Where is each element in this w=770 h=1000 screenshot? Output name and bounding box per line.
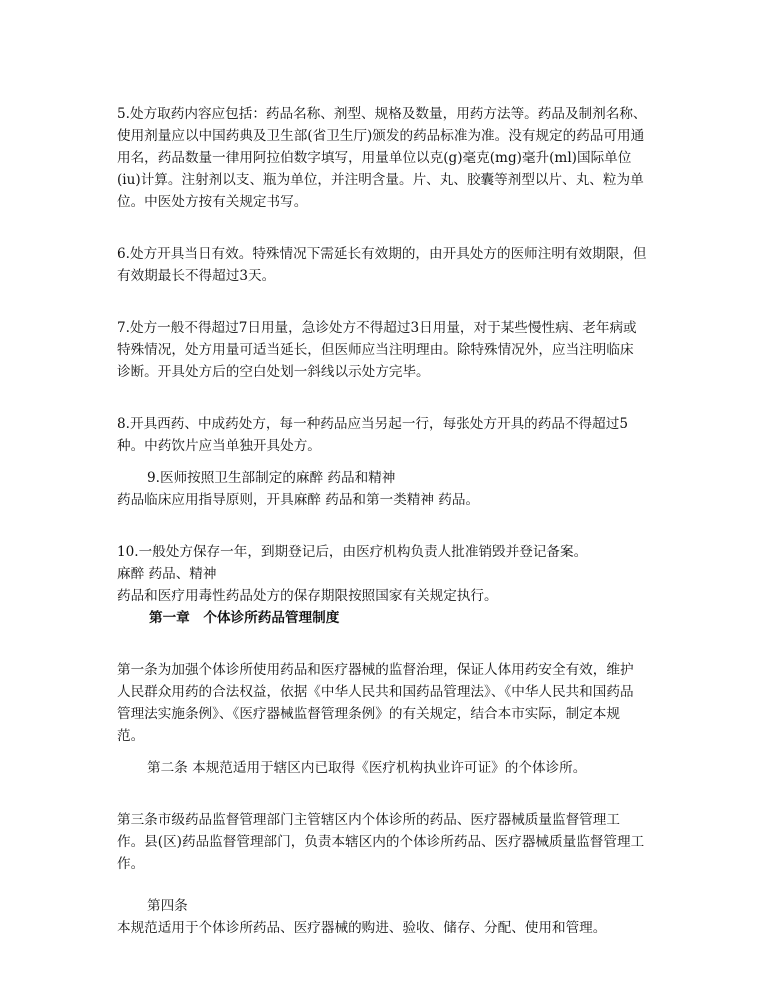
paragraph-9-line-2: 药品临床应用指导原则，开具麻醉 药品和第一类精神 药品。	[117, 492, 480, 508]
paragraph-8: 8.开具西药、中成药处方，每一种药品应当另起一行，每张处方开具的药品不得超过5种。中药饮片应当单独开具处方。	[117, 416, 628, 454]
paragraph-10-line-2: 麻醉 药品、精神	[117, 566, 217, 582]
paragraph-10	[117, 541, 647, 607]
article-4-body: 本规范适用于个体诊所药品、医疗器械的购进、验收、储存、分配、使用和管理。	[117, 920, 607, 936]
paragraph-10-line-1: 10.一般处方保存一年，到期登记后，由医疗机构负责人批准销毁并登记备案。	[117, 544, 588, 560]
paragraph-10-line-3: 药品和医疗用毒性药品处方的保存期限按照国家有关规定执行。	[117, 588, 498, 604]
article-2: 第二条 本规范适用于辖区内已取得《医疗机构执业许可证》的个体诊所。	[147, 760, 587, 776]
article-4	[117, 895, 647, 939]
paragraph-6: 6.处方开具当日有效。特殊情况下需延长有效期的，由开具处方的医师注明有效期限，但有效期最长不得超过3天。	[117, 246, 647, 284]
article-3: 第三条市级药品监督管理部门主管辖区内个体诊所的药品、医疗器械质量监督管理工作。县(区)药品监督管理部门，负责本辖区内的个体诊所药品、医疗器械质量监督管理工作。	[117, 812, 645, 872]
document-body	[117, 103, 647, 939]
chapter-heading: 第一章 个体诊所药品管理制度	[149, 610, 340, 626]
paragraph-5: 5.处方取药内容应包括：药品名称、剂型、规格及数量，用药方法等。药品及制剂名称、使用剂量应以中国药典及卫生部(省卫生厅)颁发的药品标准为准。没有规定的药品可用通用名，药品数量一律用阿拉伯数字填写，用量单位以克(g)毫克(mg)毫升(ml)国际单位(iu)计算。注射剂以支、瓶为单位，并注明含量。片、丸、胶囊等剂型以片、丸、粒为单位。中医处方按有关规定书写。	[117, 106, 647, 210]
paragraph-9-line-1: 9.医师按照卫生部制定的麻醉 药品和精神	[147, 470, 396, 486]
paragraph-7: 7.处方一般不得超过7日用量，急诊处方不得超过3日用量，对于某些慢性病、老年病或特殊情况，处方用量可适当延长，但医师应当注明理由。除特殊情况外，应当注明临床诊断。开具处方后的空白处划一斜线以示处方完毕。	[117, 320, 637, 380]
paragraph-9	[117, 467, 647, 511]
article-1: 第一条为加强个体诊所使用药品和医疗器械的监督治理，保证人体用药安全有效，维护人民群众用药的合法权益，依据《中华人民共和国药品管理法》、《中华人民共和国药品管理法实施条例》、《医疗器械监督管理条例》的有关规定，结合本市实际，制定本规范。	[117, 662, 634, 744]
article-4-title: 第四条	[147, 898, 188, 914]
